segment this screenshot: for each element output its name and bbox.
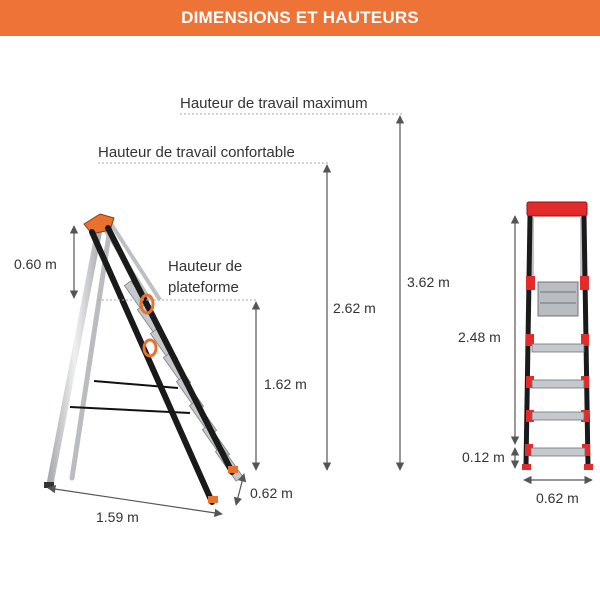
front-width-value: 0.62 m <box>536 490 579 506</box>
comfortable-height-value: 2.62 m <box>333 300 376 316</box>
front-total-height-value: 2.48 m <box>458 329 501 345</box>
comfortable-working-height-label: Hauteur de travail confortable <box>98 144 295 161</box>
front-view-ladder <box>522 202 593 470</box>
step-depth-value: 0.62 m <box>250 485 293 501</box>
max-working-height-label: Hauteur de travail maximum <box>180 95 368 112</box>
guard-height-value: 0.60 m <box>14 256 57 272</box>
front-steps <box>531 344 585 456</box>
front-platform <box>538 282 578 316</box>
front-first-step-value: 0.12 m <box>462 449 505 465</box>
front-foot-right <box>584 464 593 470</box>
front-bracket-left <box>526 276 535 290</box>
foot-front <box>208 496 218 503</box>
foot-rear <box>44 482 54 488</box>
header-title: DIMENSIONS ET HAUTEURS <box>181 8 419 27</box>
front-foot-left <box>522 464 531 470</box>
max-height-value: 3.62 m <box>407 274 450 290</box>
base-length-value: 1.59 m <box>96 509 139 525</box>
foot-front-2 <box>228 466 238 473</box>
platform-height-label-line1: Hauteur de <box>168 258 243 275</box>
platform-height-value: 1.62 m <box>264 376 307 392</box>
front-bracket-right <box>580 276 589 290</box>
cross-strap-upper <box>94 381 178 388</box>
platform-height-label-line2: plateforme <box>168 279 239 296</box>
front-top-cap <box>527 202 587 216</box>
